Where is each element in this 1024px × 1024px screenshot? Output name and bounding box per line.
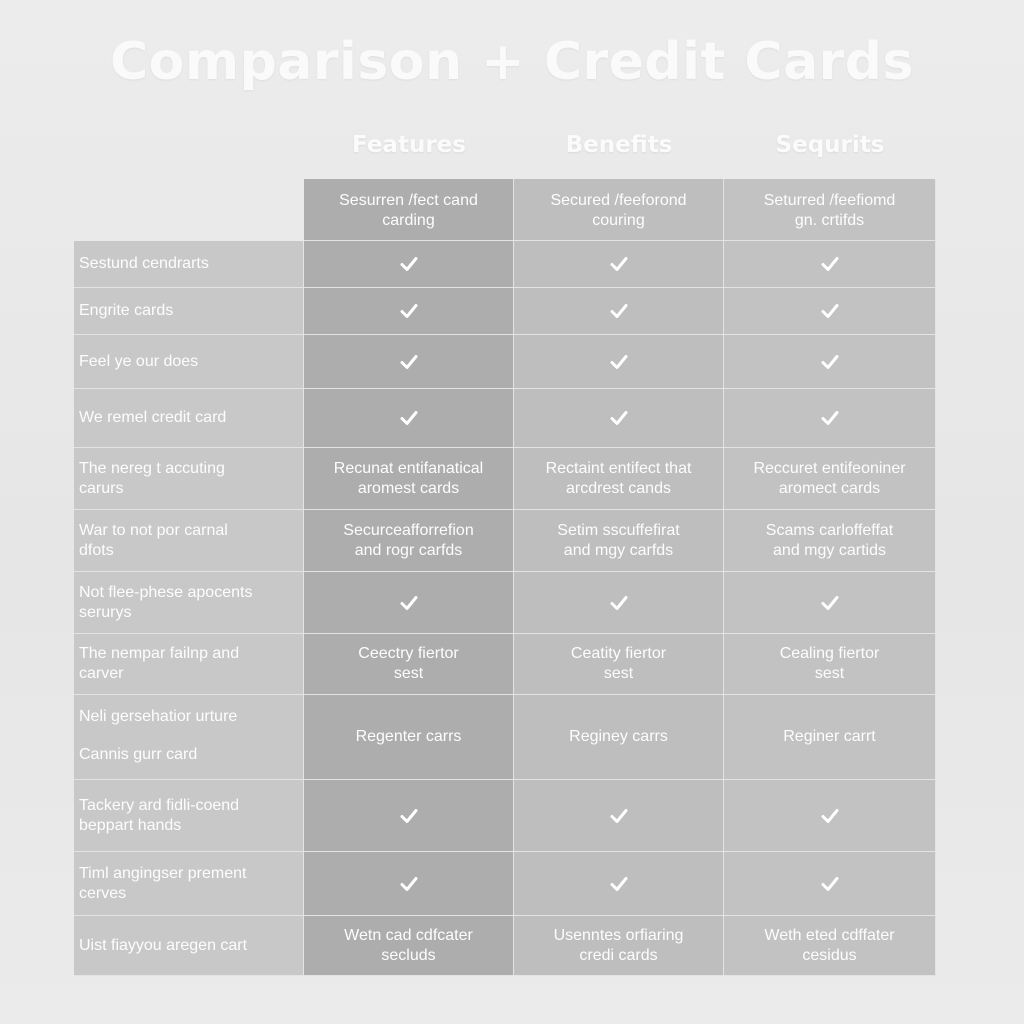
column-header-features: Features bbox=[352, 132, 466, 158]
row-label-line: The nereg t accuting bbox=[79, 459, 225, 477]
row-label-line: Feel ye our does bbox=[79, 352, 199, 370]
check-mark-icon bbox=[609, 408, 629, 428]
page-title: Comparison + Credit Cards bbox=[110, 32, 914, 92]
table-cell-line: arcdrest cands bbox=[566, 479, 671, 497]
table-cell-benefits bbox=[514, 780, 724, 852]
row-label-line: cerves bbox=[79, 884, 127, 902]
table-cell-line: Ceectry fiertor bbox=[358, 645, 459, 662]
comparison-table bbox=[74, 179, 936, 976]
table-cell-sequrits bbox=[724, 241, 936, 288]
row-label-line: serurys bbox=[79, 603, 132, 621]
row-label-line: We remel credit card bbox=[79, 409, 227, 426]
check-mark-icon bbox=[820, 874, 840, 894]
table-cell-line: Scams carloffeffat bbox=[765, 521, 894, 539]
row-label-line: Tackery ard fidli-coend bbox=[79, 796, 240, 814]
check-mark-icon bbox=[820, 352, 840, 372]
row-label bbox=[74, 852, 304, 916]
header-cell-line: Seturred /feefiomd bbox=[763, 191, 896, 209]
header-cell-line: couring bbox=[592, 211, 645, 229]
check-mark-icon bbox=[820, 806, 840, 826]
check-mark-icon bbox=[399, 593, 419, 613]
check-mark-icon bbox=[399, 254, 419, 274]
table-cell-features bbox=[304, 695, 514, 780]
table-cell-line: Usenntes orfiaring bbox=[553, 926, 684, 944]
check-mark-icon bbox=[399, 874, 419, 894]
row-label bbox=[74, 572, 304, 634]
table-cell-line: Cealing fiertor bbox=[779, 645, 880, 662]
row-label-line: Neli gersehatior urture bbox=[79, 708, 238, 725]
table-cell-line: Weth eted cdffater bbox=[764, 926, 895, 944]
table-cell-features bbox=[304, 389, 514, 448]
row-label-line: beppart hands bbox=[79, 816, 182, 834]
table-cell-line: Setim sscuffefirat bbox=[557, 521, 680, 539]
table-cell-line: Reginer carrt bbox=[783, 728, 876, 745]
table-cell-sequrits bbox=[724, 510, 936, 572]
header-cell-line: Sesurren /fect cand bbox=[339, 191, 478, 209]
check-mark-icon bbox=[399, 352, 419, 372]
table-cell-features bbox=[304, 448, 514, 510]
check-mark-icon bbox=[399, 408, 419, 428]
column-header-sequrits: Sequrits bbox=[775, 132, 885, 158]
table-cell-sequrits bbox=[724, 852, 936, 916]
table-cell-line: credi cards bbox=[579, 946, 658, 964]
row-label-line: carurs bbox=[79, 479, 124, 497]
table-header-cell-benefits bbox=[514, 179, 724, 241]
table-cell-line: and mgy cartids bbox=[773, 541, 886, 559]
table-cell-benefits bbox=[514, 510, 724, 572]
row-label-line: Engrite cards bbox=[79, 302, 174, 319]
row-label-line: Sestund cendrarts bbox=[79, 255, 209, 272]
table-cell-sequrits bbox=[724, 634, 936, 695]
table-cell-line: aromest cards bbox=[357, 479, 460, 497]
row-label-line: War to not por carnal bbox=[79, 521, 228, 539]
table-cell-line: Rectaint entifect that bbox=[545, 459, 692, 477]
row-label bbox=[74, 335, 304, 389]
table-cell-features bbox=[304, 634, 514, 695]
table-cell-line: Reginey carrs bbox=[569, 728, 668, 745]
check-mark-icon bbox=[399, 301, 419, 321]
table-cell-sequrits bbox=[724, 335, 936, 389]
check-mark-icon bbox=[820, 254, 840, 274]
table-cell-features bbox=[304, 780, 514, 852]
row-label bbox=[74, 634, 304, 695]
table-cell-line: sest bbox=[603, 665, 634, 682]
table-cell-features bbox=[304, 916, 514, 976]
table-cell-line: and mgy carfds bbox=[563, 541, 674, 559]
table-cell-sequrits bbox=[724, 389, 936, 448]
row-label bbox=[74, 510, 304, 572]
table-cell-line: sest bbox=[393, 665, 424, 682]
check-mark-icon bbox=[820, 408, 840, 428]
table-cell-line: aromect cards bbox=[778, 479, 881, 497]
row-label-line: Not flee-phese apocents bbox=[79, 583, 253, 601]
table-cell-features bbox=[304, 572, 514, 634]
check-mark-icon bbox=[609, 301, 629, 321]
column-header-benefits: Benefits bbox=[565, 132, 673, 158]
table-cell-benefits bbox=[514, 572, 724, 634]
row-label-line: Cannis gurr card bbox=[79, 746, 198, 763]
table-cell-line: sest bbox=[814, 665, 845, 682]
table-cell-line: secluds bbox=[381, 946, 436, 964]
table-cell-line: Regenter carrs bbox=[355, 728, 462, 745]
table-cell-benefits bbox=[514, 288, 724, 335]
table-cell-sequrits bbox=[724, 572, 936, 634]
row-label bbox=[74, 448, 304, 510]
row-label-line: Uist fiayyou aregen cart bbox=[79, 936, 248, 954]
table-header-cell-sequrits bbox=[724, 179, 936, 241]
check-mark-icon bbox=[820, 301, 840, 321]
table-cell-sequrits bbox=[724, 695, 936, 780]
row-label bbox=[74, 389, 304, 448]
row-label bbox=[74, 288, 304, 335]
header-cell-line: gn. crtifds bbox=[794, 211, 865, 229]
row-label bbox=[74, 241, 304, 288]
table-cell-benefits bbox=[514, 335, 724, 389]
table-cell-line: Recunat entifanatical bbox=[333, 459, 484, 477]
table-cell-line: Ceatity fiertor bbox=[570, 645, 667, 662]
check-mark-icon bbox=[609, 593, 629, 613]
header-cell-line: carding bbox=[382, 211, 435, 229]
table-cell-line: and rogr carfds bbox=[354, 541, 463, 559]
row-label-line: dfots bbox=[79, 541, 114, 559]
table-cell-features bbox=[304, 852, 514, 916]
table-cell-line: Wetn cad cdfcater bbox=[344, 926, 473, 944]
table-cell-benefits bbox=[514, 389, 724, 448]
table-cell-sequrits bbox=[724, 288, 936, 335]
table-cell-features bbox=[304, 335, 514, 389]
header-cell-line: Secured /feeforond bbox=[550, 191, 687, 209]
table-corner bbox=[74, 179, 304, 241]
row-label bbox=[74, 916, 304, 976]
row-label bbox=[74, 780, 304, 852]
table-cell-benefits bbox=[514, 852, 724, 916]
table-cell-features bbox=[304, 510, 514, 572]
table-cell-sequrits bbox=[724, 916, 936, 976]
table-cell-line: Reccuret entifeoniner bbox=[753, 459, 906, 477]
check-mark-icon bbox=[609, 874, 629, 894]
row-label-line: carver bbox=[79, 665, 124, 682]
check-mark-icon bbox=[399, 806, 419, 826]
table-cell-features bbox=[304, 241, 514, 288]
table-cell-benefits bbox=[514, 916, 724, 976]
table-cell-sequrits bbox=[724, 448, 936, 510]
table-cell-line: Securceafforrefion bbox=[343, 521, 474, 539]
table-header-cell-features bbox=[304, 179, 514, 241]
table-cell-benefits bbox=[514, 448, 724, 510]
table-cell-sequrits bbox=[724, 780, 936, 852]
check-mark-icon bbox=[609, 254, 629, 274]
row-label bbox=[74, 695, 304, 780]
table-cell-benefits bbox=[514, 695, 724, 780]
row-label-line: Timl angingser prement bbox=[79, 864, 247, 882]
table-cell-line: cesidus bbox=[802, 946, 857, 964]
check-mark-icon bbox=[609, 352, 629, 372]
check-mark-icon bbox=[609, 806, 629, 826]
table-cell-benefits bbox=[514, 241, 724, 288]
row-label-line: The nempar failnp and bbox=[79, 645, 240, 662]
table-cell-features bbox=[304, 288, 514, 335]
table-cell-benefits bbox=[514, 634, 724, 695]
check-mark-icon bbox=[820, 593, 840, 613]
